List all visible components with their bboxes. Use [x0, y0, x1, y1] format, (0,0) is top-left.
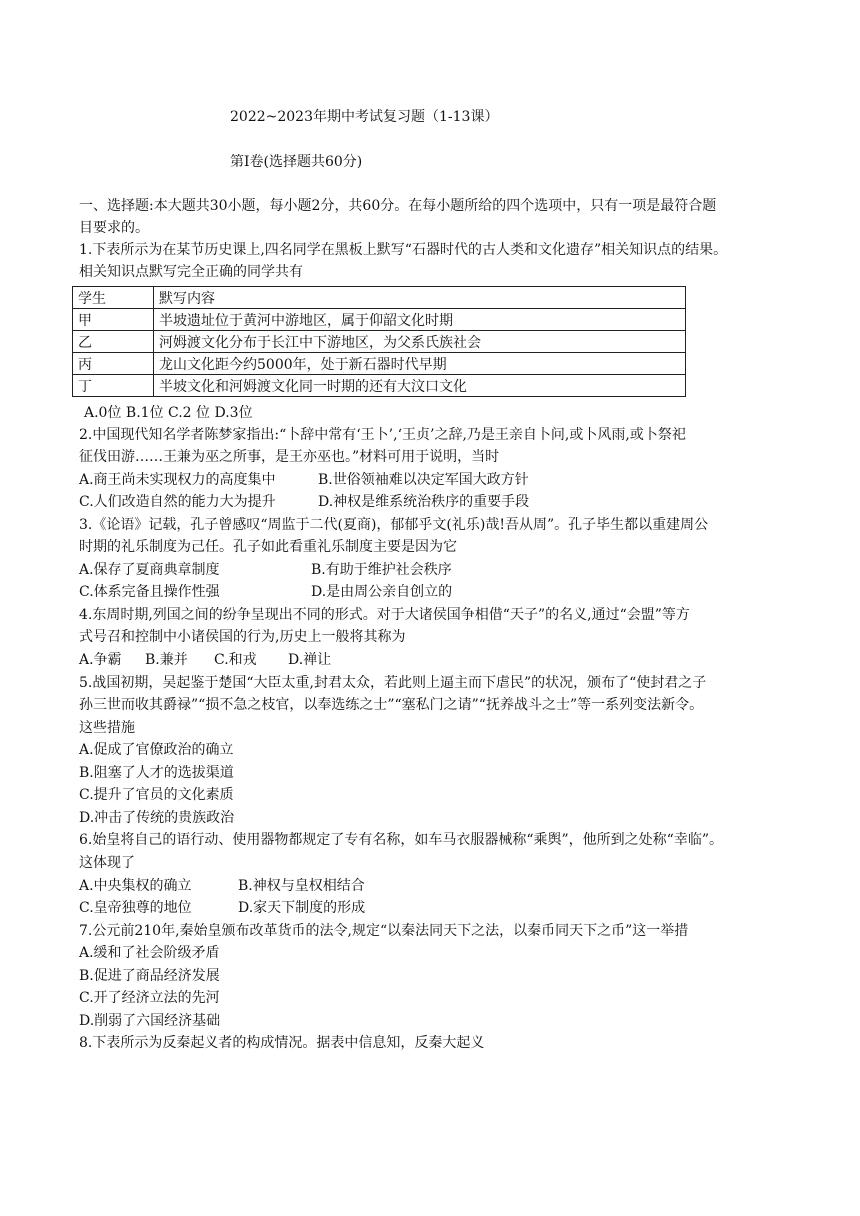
table-cell-student: 乙: [73, 331, 154, 353]
q1-stem-2: 相关知识点默写完全正确的同学共有: [79, 264, 303, 280]
table-cell-student: 丁: [73, 375, 154, 397]
q3-option-c: C.体系完备且操作性强: [79, 584, 220, 600]
q6-option-b: B.神权与皇权相结合: [238, 878, 365, 894]
table-cell-content: 河姆渡文化分布于长江中下游地区，为父系氏族社会: [154, 331, 686, 353]
q4-option-c: C.和戎: [214, 652, 257, 668]
q5-option-b: B.阻塞了人才的选拔渠道: [79, 765, 234, 781]
q6-stem-2: 这体现了: [79, 855, 135, 871]
q4-option-d: D.禅让: [288, 652, 332, 668]
q4-option-b: B.兼并: [145, 652, 188, 668]
q5-option-c: C.提升了官员的文化素质: [79, 787, 234, 803]
table-row: [73, 353, 686, 375]
table-row: [73, 331, 686, 353]
q5-option-d: D.冲击了传统的贵族政治: [79, 810, 235, 826]
q7-option-c: C.开了经济立法的先河: [79, 990, 220, 1006]
table-cell-student: 甲: [73, 309, 154, 331]
q2-option-d: D.神权是维系统治秩序的重要手段: [318, 494, 530, 510]
q6-option-d: D.家天下制度的形成: [238, 900, 366, 916]
table-row: [73, 309, 686, 331]
q3-option-d: D.是由周公亲自创立的: [311, 584, 453, 600]
q8-stem-1: 8.下表所示为反秦起义者的构成情况。据表中信息知，反秦大起义: [79, 1035, 485, 1051]
q1-table: [72, 286, 686, 397]
q5-stem-2: 孙三世而收其爵禄”“损不急之枝官，以奉选练之士”“塞私门之请”“抚养战斗之士”等一系列变法新令。: [79, 697, 704, 713]
q4-option-a: A.争霸: [79, 652, 122, 668]
q3-stem-2: 时期的礼乐制度为己任。孔子如此看重礼乐制度主要是因为它: [79, 539, 457, 555]
q6-stem-1: 6.始皇将自己的语行动、使用器物都规定了专有名称，如车马衣服器械称“乘舆”，他所到之处称“幸临”。: [79, 832, 723, 848]
table-header-content: 默写内容: [154, 287, 686, 309]
table-header-student: 学生: [73, 287, 154, 309]
q3-option-a: A.保存了夏商典章制度: [79, 562, 220, 578]
q4-stem-2: 式号召和控制中小诸侯国的行为,历史上一般将其称为: [79, 629, 406, 645]
q3-stem-1: 3.《论语》记载，孔子曾感叹“周监于二代(夏商)，郁郁乎文(礼乐)哉!吾从周”。孔子毕生都以重建周公: [79, 517, 709, 533]
q2-option-b: B.世俗领袖难以决定军国大政方针: [318, 472, 529, 488]
q7-option-a: A.缓和了社会阶级矛盾: [79, 945, 220, 961]
q5-option-a: A.促成了官僚政治的确立: [79, 742, 234, 758]
q7-option-b: B.促进了商品经济发展: [79, 968, 220, 984]
q3-option-b: B.有助于维护社会秩序: [311, 562, 452, 578]
table-cell-content: 龙山文化距今约5000年，处于新石器时代早期: [154, 353, 686, 375]
table-row: [73, 375, 686, 397]
section-title: 第Ⅰ卷(选择题共60分): [230, 154, 363, 170]
q7-option-d: D.削弱了六国经济基础: [79, 1013, 221, 1029]
q1-options: A.0位 B.1位 C.2 位 D.3位: [84, 405, 253, 421]
q2-option-a: A.商王尚未实现权力的高度集中: [79, 472, 276, 488]
q2-stem-2: 征伐田游……王兼为巫之所事，是王亦巫也。”材料可用于说明，当时: [79, 449, 500, 465]
table-cell-student: 丙: [73, 353, 154, 375]
table-cell-content: 半坡遗址位于黄河中游地区，属于仰韶文化时期: [154, 309, 686, 331]
instructions-line-2: 目要求的。: [79, 220, 149, 236]
q6-option-c: C.皇帝独尊的地位: [79, 900, 192, 916]
table-header-row: [73, 287, 686, 309]
q4-stem-1: 4.东周时期,列国之间的纷争呈现出不同的形式。对于大诸侯国争相借“天子”的名义,通过“会盟”等方: [79, 607, 690, 623]
q6-option-a: A.中央集权的确立: [79, 878, 192, 894]
q5-stem-1: 5.战国初期，吴起鉴于楚国“大臣太重,封君太众，若此则上逼主而下虐民”的状况，颁布了“使封君之子: [79, 675, 707, 691]
table-cell-content: 半坡文化和河姆渡文化同一时期的还有大汶口文化: [154, 375, 686, 397]
q1-stem-1: 1.下表所示为在某节历史课上,四名同学在黑板上默写“石器时代的古人类和文化遗存”相关知识点的结果。: [79, 242, 728, 258]
q2-stem-1: 2.中国现代知名学者陈梦家指出:“卜辞中常有‘王卜’,‘王贞’之辞,乃是王亲自卜问,或卜风雨,或卜祭祀: [79, 427, 686, 443]
q7-stem-1: 7.公元前210年,秦始皇颁布改革货币的法令,规定“以秦法同天下之法，以秦币同天下之币”这一举措: [79, 923, 689, 939]
instructions-line-1: 一、选择题:本大题共30小题，每小题2分，共60分。在每小题所给的四个选项中，只有一项是最符合题: [79, 198, 717, 214]
q5-stem-3: 这些措施: [79, 720, 135, 736]
q2-option-c: C.人们改造自然的能力大为提升: [79, 494, 276, 510]
exam-title: 2022~2023年期中考试复习题（1-13课）: [230, 109, 499, 125]
